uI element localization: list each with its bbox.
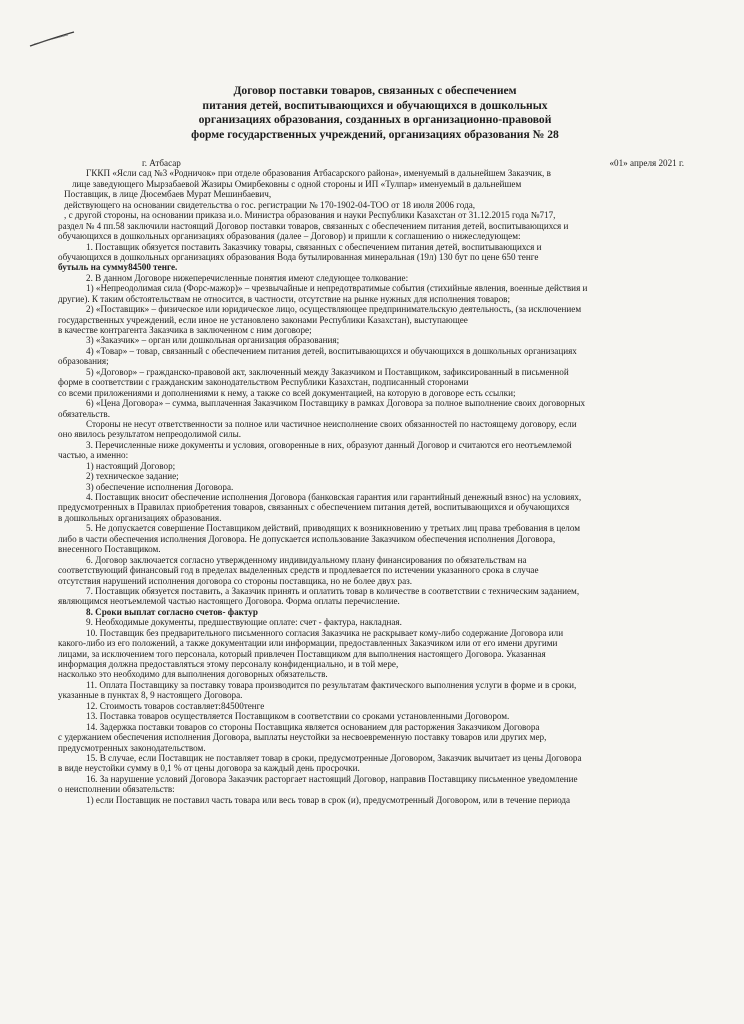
- body-line: 6. Договор заключается согласно утвержденному индивидуальному плану финансирования по обязательствам на: [86, 554, 527, 565]
- body-line: бутыль на сумму84500 тенге.: [58, 262, 178, 273]
- body-line: действующего на основании свидетельства о гос. регистрации № 170-1902-04-ТОО от 18 июля 2006 года,: [64, 199, 476, 210]
- body-line: 8. Сроки выплат согласно счетов- фактур: [86, 606, 258, 617]
- body-line: насколько это необходимо для выполнения договорных обязательств.: [58, 669, 328, 680]
- body-line: Поставщик, в лице Дюсембаев Мурат Мешинбаевич,: [64, 189, 272, 200]
- body-line: внесенного Поставщиком.: [58, 544, 161, 555]
- body-line: 14. Задержка поставки товаров со стороны Поставщика является основанием для расторжения Заказчиком Договора: [86, 721, 540, 732]
- body-line: ГККП «Ясли сад №3 «Родничок» при отделе образования Атбасарского района», именуемый в дальнейшем Заказчик, в: [86, 168, 551, 179]
- body-line: в виде неустойки сумму в 0,1 % от цены договора за каждый день просрочки.: [58, 763, 360, 774]
- body-line: в дошкольных организациях образования.: [58, 512, 222, 523]
- body-line: оно явилось результатом непреодолимой силы.: [58, 429, 242, 440]
- body-line: предусмотренных в Правилах приобретения товаров, связанных с обеспечением питания детей, воспитывающихся и обучающихся: [58, 502, 570, 513]
- body-line: 15. В случае, если Поставщик не поставляет товар в сроки, предусмотренные Договором, Заказчик вычитает из цены Договора: [86, 752, 582, 763]
- contract-title: [140, 84, 610, 142]
- body-line: соответствующий финансовый год в пределах выделенных средств и продлевается по истечении указанного срока в случае: [58, 565, 539, 576]
- body-line: 1) если Поставщик не поставил часть товара или весь товар в срок (и), предусмотренный Договором, или в течение периода: [86, 794, 571, 805]
- body-line: Стороны не несут ответственности за полное или частичное неисполнение своих обязанностей по настоящему договору, если: [86, 418, 577, 429]
- body-line: 5. Не допускается совершение Поставщиком действий, приводящих к возникновению у третьих лиц права требования в целом: [86, 523, 580, 534]
- body-line: 11. Оплата Поставщику за поставку товара производится по результатам фактического выполнения услуги в форме и в сроки,: [86, 679, 577, 690]
- body-line: со всеми приложениями и дополнениями к нему, а также со всей документацией, на которую в договоре есть ссылки;: [58, 387, 516, 398]
- body-line: 6) «Цена Договора» – сумма, выплаченная Заказчиком Поставщику в рамках Договора за полное выполнение своих договорных: [86, 398, 586, 409]
- place-date-line: [58, 158, 698, 168]
- body-line: 1) настоящий Договор;: [86, 460, 176, 471]
- body-line: указанные в пунктах 8, 9 настоящего Договора.: [58, 690, 243, 701]
- body-line: государственных учреждений, если иное не установлено законами Республики Казахстан), выступающее: [58, 314, 468, 325]
- body-line: 9. Необходимые документы, предшествующие оплате: счет - фактура, накладная.: [86, 617, 402, 628]
- body-line: 3. Перечисленные ниже документы и условия, оговоренные в них, образуют данный Договор и считаются его неотъемлемой: [86, 439, 572, 450]
- body-line: являющимся неотъемлемой частью настоящего Договора. Форма оплаты перечисление.: [58, 596, 400, 607]
- body-line: 4. Поставщик вносит обеспечение исполнения Договора (банковская гарантия или гарантийный денежный взнос) на условиях,: [86, 492, 582, 502]
- body-line: обучающихся в дошкольных организациях образования (далее – Договор) и пришли к соглашению о нижеследующем:: [58, 231, 521, 242]
- body-line: отсутствия нарушений исполнения договора со стороны поставщика, но не более двух раз.: [58, 575, 413, 586]
- body-line: образования;: [58, 356, 109, 367]
- body-line: 12. Стоимость товаров составляет:84500тенге: [86, 700, 265, 711]
- body-line: обязательств.: [58, 408, 110, 419]
- body-line: предусмотренных законодательством.: [58, 742, 206, 753]
- contract-body: [58, 158, 698, 805]
- body-line: о неисполнении обязательств:: [58, 784, 175, 795]
- body-line: 3) «Заказчик» – орган или дошкольная организация образования;: [86, 335, 340, 346]
- city: г. Атбасар: [142, 158, 181, 168]
- body-line: 2) техническое задание;: [86, 471, 179, 482]
- body-line: 2. В данном Договоре нижеперечисленные понятия имеют следующее толкование:: [86, 272, 409, 283]
- body-line: частью, а именно:: [58, 450, 129, 461]
- body-line: 2) «Поставщик» – физическое или юридическое лицо, осуществляющее предпринимательскую деятельность, (за исключением: [86, 304, 582, 315]
- body-line: 1. Поставщик обязуется поставить Заказчику товары, связанных с обеспечением питания детей, воспитывающихся и: [86, 241, 542, 252]
- body-line: в качестве контрагента Заказчика в заключенном с ним договоре;: [58, 325, 312, 335]
- body-line: 7. Поставщик обязуется поставить, а Заказчик принять и оплатить товар в количестве в соответствии с техническим заданием,: [86, 585, 580, 596]
- body-line: 3) обеспечение исполнения Договора.: [86, 481, 234, 492]
- body-line: , с другой стороны, на основании приказа и.о. Министра образования и науки Республики Казахстан от 31.12.2015 года №717,: [64, 210, 556, 221]
- contract-date: «01» апреля 2021 г.: [609, 158, 684, 168]
- body-line: либо в части обеспечения исполнения Договора. Не допускается использование Заказчиком обеспечения исполнения Договора,: [58, 533, 556, 544]
- title-line: питания детей, воспитывающихся и обучающихся в дошкольных: [202, 98, 548, 112]
- body-line: 5) «Договор» – гражданско-правовой акт, заключенный между Заказчиком и Поставщиком, зафиксированный в письменной: [86, 366, 569, 377]
- body-line: форме в соответствии с гражданским законодательством Республики Казахстан, подписанный сторонами: [58, 377, 469, 388]
- body-line: раздел № 4 пп.58 заключили настоящий Договор поставки товаров, связанных с обеспечением питания детей, воспитывающихся и: [58, 220, 569, 231]
- body-line: 1) «Непреодолимая сила (Форс-мажор)» – чрезвычайные и непредотвратимые события (стихийные явления, военные действия и: [86, 283, 588, 294]
- body-line: какого-либо из его положений, а также документации или информации, предоставленных Заказчиком или от его имени другими: [58, 638, 558, 649]
- title-line: форме государственных учреждений, организациях образования № 28: [191, 127, 559, 141]
- title-line: Договор поставки товаров, связанных с обеспечением: [233, 84, 517, 97]
- body-line: лицами, за исключением того персонала, который привлечен Поставщиком для выполнения настоящего Договора. Указанная: [58, 648, 546, 659]
- body-line: 10. Поставщик без предварительного письменного согласия Заказчика не раскрывает кому-либо содержание Договора или: [86, 627, 564, 638]
- body-line: информация должна предоставляться этому персоналу конфиденциально, и в той мере,: [58, 659, 399, 669]
- body-line: лице заведующего Мырзабаевой Жазиры Омирбековны с одной стороны и ИП «Тулпар» именуемый в дальнейшем: [72, 178, 522, 189]
- body-line: с удержанием обеспечения исполнения Договора, выплаты неустойки за несвоевременную поставку товаров или других мер,: [58, 732, 547, 743]
- body-line: обучающихся в дошкольных организациях образования Вода бутылированная минеральная (19л) 130 бут по цене 650 тенге: [58, 251, 539, 262]
- body-line: 13. Поставка товаров осуществляется Поставщиком в соответствии со сроками установленными Договором.: [86, 711, 510, 722]
- body-line: 16. За нарушение условий Договора Заказчик расторгает настоящий Договор, направив Поставщику письменное уведомление: [86, 773, 578, 784]
- body-line: 4) «Товар» – товар, связанный с обеспечением питания детей, воспитывающихся и обучающихся в дошкольных организациях: [86, 345, 577, 356]
- body-line: другие). К таким обстоятельствам не относится, в частности, отсутствие на рынке нужных для исполнения товаров;: [58, 293, 511, 304]
- pen-mark: [28, 30, 78, 50]
- title-line: организациях образования, созданных в организационно-правовой: [198, 113, 552, 127]
